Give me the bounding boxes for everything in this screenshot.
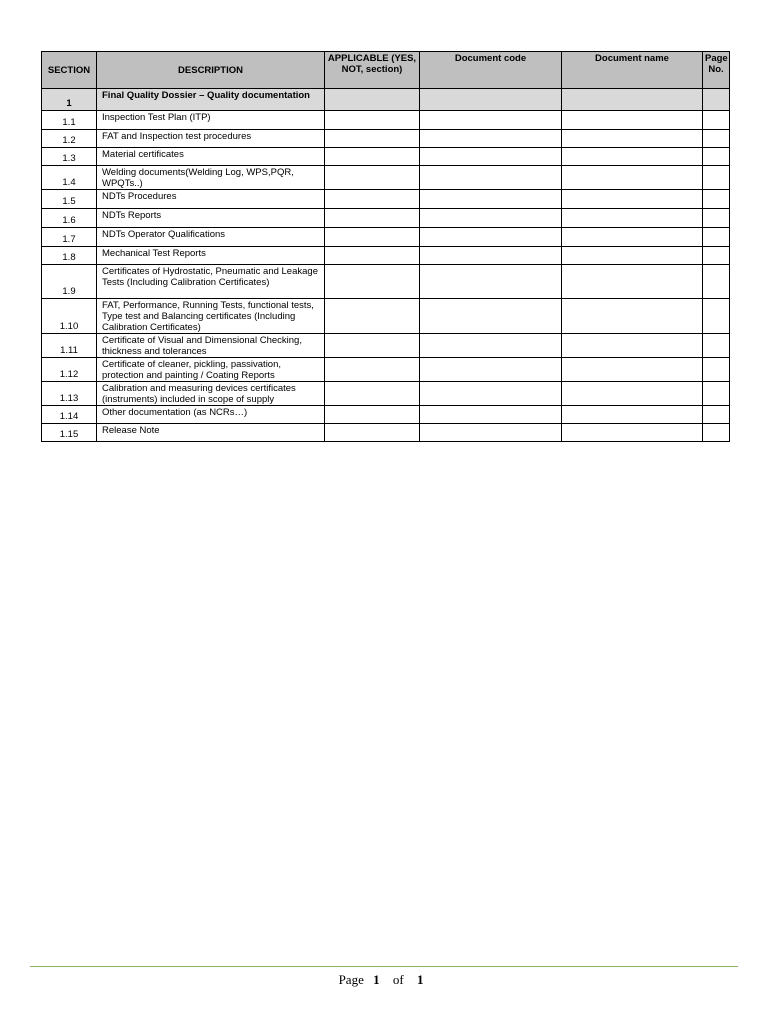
page-footer [0,972,768,988]
table-row [42,209,730,228]
cell-document-code [420,89,562,111]
table-row [42,382,730,406]
cell-section: 1.4 [42,166,97,190]
table-row [42,299,730,334]
cell-page-no [703,247,730,265]
cell-section: 1.1 [42,111,97,130]
table-row [42,334,730,358]
cell-description: Certificates of Hydrostatic, Pneumatic and Leakage Tests (Including Calibration Certificates) [97,265,325,299]
cell-page-no [703,89,730,111]
cell-document-code [420,130,562,148]
cell-description: NDTs Reports [97,209,325,228]
cell-applicable [325,111,420,130]
footer-page-number: 1 [373,972,380,987]
cell-document-name [562,228,703,247]
cell-document-code [420,209,562,228]
cell-page-no [703,190,730,209]
cell-description: FAT, Performance, Running Tests, functional tests, Type test and Balancing certificates (Including Calibration Certificates) [97,299,325,334]
cell-document-code [420,228,562,247]
cell-page-no [703,424,730,442]
cell-applicable [325,190,420,209]
cell-section: 1.11 [42,334,97,358]
cell-document-code [420,406,562,424]
cell-document-name [562,190,703,209]
footer-total-pages: 1 [416,972,424,987]
cell-applicable [325,228,420,247]
cell-description: Release Note [97,424,325,442]
cell-applicable [325,299,420,334]
cell-description: Other documentation (as NCRs…) [97,406,325,424]
cell-document-code [420,265,562,299]
cell-page-no [703,265,730,299]
cell-page-no [703,358,730,382]
cell-applicable [325,406,420,424]
cell-document-code [420,424,562,442]
cell-page-no [703,382,730,406]
cell-applicable [325,358,420,382]
cell-description: Welding documents(Welding Log, WPS,PQR, WPQTs..) [97,166,325,190]
cell-document-code [420,358,562,382]
table-row [42,406,730,424]
footer-page-label: Page [338,972,364,987]
cell-document-code [420,166,562,190]
cell-document-name [562,265,703,299]
cell-description: NDTs Operator Qualifications [97,228,325,247]
cell-section: 1.9 [42,265,97,299]
cell-section: 1.2 [42,130,97,148]
cell-description: Certificate of Visual and Dimensional Checking, thickness and tolerances [97,334,325,358]
cell-document-name [562,148,703,166]
cell-document-name [562,130,703,148]
cell-document-name [562,111,703,130]
column-header-page-no: Page No. [703,52,730,89]
footer-divider [30,966,738,967]
quality-dossier-table [41,51,730,442]
cell-page-no [703,334,730,358]
table-row [42,228,730,247]
column-header-section: SECTION [42,52,97,89]
cell-document-name [562,334,703,358]
section-heading-row [42,89,730,111]
cell-page-no [703,209,730,228]
cell-description: Certificate of cleaner, pickling, passivation, protection and painting / Coating Reports [97,358,325,382]
cell-description: NDTs Procedures [97,190,325,209]
cell-section: 1.5 [42,190,97,209]
cell-section: 1 [42,89,97,111]
cell-applicable [325,334,420,358]
cell-applicable [325,166,420,190]
cell-document-code [420,299,562,334]
cell-document-name [562,406,703,424]
cell-description: Inspection Test Plan (ITP) [97,111,325,130]
table-row [42,424,730,442]
table-row [42,358,730,382]
cell-document-name [562,166,703,190]
table-row [42,166,730,190]
column-header-document-code: Document code [420,52,562,89]
column-header-description: DESCRIPTION [97,52,325,89]
cell-section: 1.3 [42,148,97,166]
cell-section: 1.8 [42,247,97,265]
cell-document-name [562,209,703,228]
cell-document-name [562,89,703,111]
table-row [42,265,730,299]
cell-document-name [562,358,703,382]
cell-page-no [703,166,730,190]
cell-applicable [325,130,420,148]
cell-document-name [562,424,703,442]
cell-document-code [420,148,562,166]
cell-page-no [703,228,730,247]
cell-section: 1.14 [42,406,97,424]
cell-document-code [420,382,562,406]
cell-section: 1.12 [42,358,97,382]
cell-page-no [703,111,730,130]
cell-applicable [325,148,420,166]
cell-description: Final Quality Dossier – Quality documentation [97,89,325,111]
cell-section: 1.6 [42,209,97,228]
cell-document-name [562,382,703,406]
cell-description: Material certificates [97,148,325,166]
cell-document-name [562,247,703,265]
cell-page-no [703,406,730,424]
cell-description: FAT and Inspection test procedures [97,130,325,148]
cell-document-code [420,247,562,265]
cell-description: Calibration and measuring devices certificates (instruments) included in scope of supply [97,382,325,406]
cell-document-code [420,111,562,130]
cell-section: 1.10 [42,299,97,334]
cell-applicable [325,382,420,406]
table-body [42,89,730,442]
cell-description: Mechanical Test Reports [97,247,325,265]
cell-document-name [562,299,703,334]
cell-document-code [420,190,562,209]
table-row [42,148,730,166]
cell-applicable [325,89,420,111]
footer-of-label: of [392,972,404,987]
cell-document-code [420,334,562,358]
cell-page-no [703,299,730,334]
cell-section: 1.15 [42,424,97,442]
cell-page-no [703,130,730,148]
table-row [42,111,730,130]
table-row [42,190,730,209]
cell-page-no [703,148,730,166]
cell-section: 1.13 [42,382,97,406]
cell-applicable [325,265,420,299]
cell-applicable [325,247,420,265]
cell-applicable [325,424,420,442]
column-header-applicable: APPLICABLE (YES, NOT, section) [325,52,420,89]
column-header-document-name: Document name [562,52,703,89]
table-row [42,130,730,148]
table-row [42,247,730,265]
cell-section: 1.7 [42,228,97,247]
cell-applicable [325,209,420,228]
